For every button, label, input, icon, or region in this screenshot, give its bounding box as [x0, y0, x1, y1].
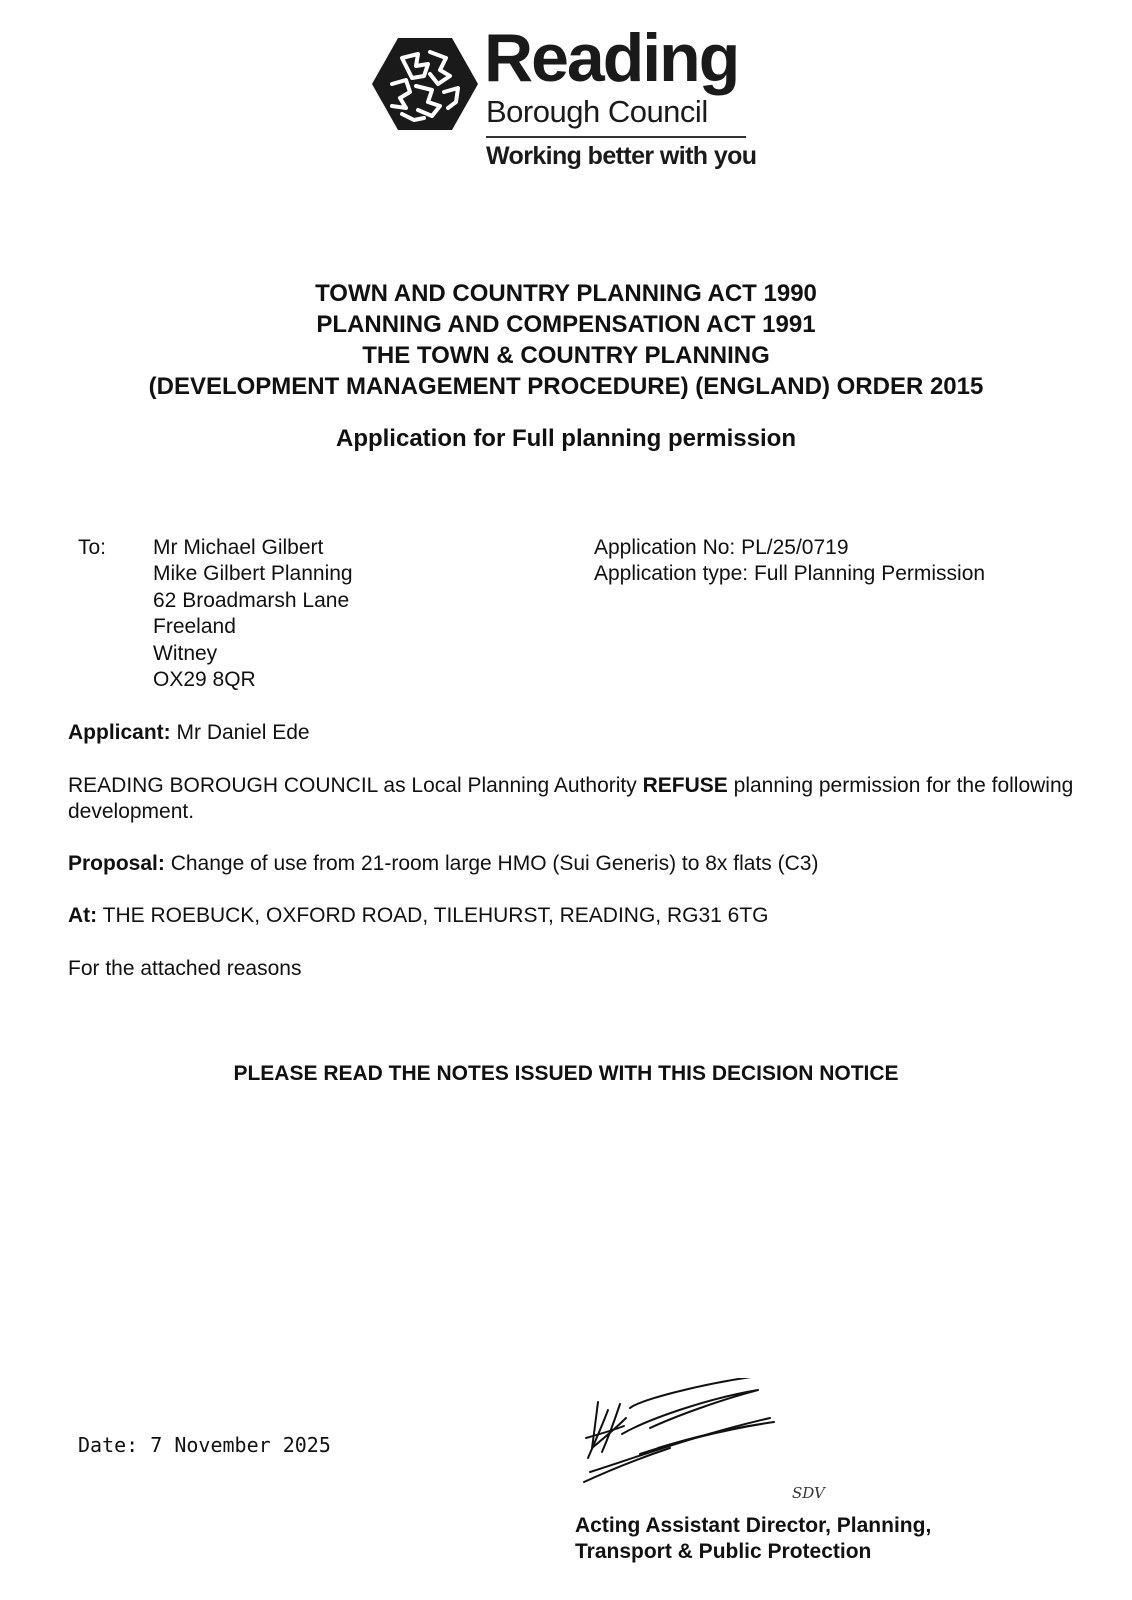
applicant-name: Mr Daniel Ede — [176, 721, 310, 744]
decision-verdict: REFUSE — [642, 774, 728, 797]
signatory-line: Acting Assistant Director, Planning, — [575, 1514, 932, 1537]
address-line: OX29 8QR — [153, 668, 256, 692]
application-number: PL/25/0719 — [741, 536, 849, 559]
application-type-line — [594, 561, 985, 587]
site-label: At: — [68, 904, 98, 927]
address-line: Freeland — [153, 615, 236, 639]
date-label: Date: — [78, 1433, 139, 1457]
proposal-text: Change of use from 21-room large HMO (Sui Generis) to 8x flats (C3) — [170, 852, 819, 875]
reasons-line: For the attached reasons — [68, 957, 302, 980]
logo-subtitle: Borough Council — [486, 94, 708, 129]
site-address: THE ROEBUCK, OXFORD ROAD, TILEHURST, READING, RG31 6TG — [102, 904, 769, 927]
recipient-address — [153, 535, 353, 693]
proposal-line — [68, 851, 1078, 877]
decision-suffix: planning permission for the following development. — [68, 774, 1074, 823]
council-logo — [372, 20, 772, 180]
application-title: Application for Full planning permission — [335, 425, 796, 452]
address-line: Mr Michael Gilbert — [153, 536, 324, 559]
signatory-line: Transport & Public Protection — [575, 1540, 872, 1563]
puzzle-hexagon-logo-icon — [372, 36, 478, 132]
applicant-line — [68, 720, 1078, 746]
application-type: Full Planning Permission — [753, 562, 986, 586]
site-line — [68, 903, 1078, 929]
decision-statement — [68, 773, 1078, 825]
legislation-heading — [0, 278, 1132, 402]
act-line: (DEVELOPMENT MANAGEMENT PROCEDURE) (ENGLAND) ORDER 2015 — [148, 373, 984, 400]
address-line: 62 Broadmarsh Lane — [153, 588, 350, 612]
logo-name: Reading — [484, 20, 739, 96]
signatory-title — [575, 1513, 931, 1565]
application-number-line — [594, 535, 985, 561]
date-value: 7 November 2025 — [150, 1433, 331, 1457]
handwritten-signature — [580, 1378, 790, 1490]
address-line: Witney — [153, 641, 218, 665]
applicant-label: Applicant: — [68, 721, 171, 744]
logo-tagline: Working better with you — [486, 142, 757, 170]
decision-prefix: READING BOROUGH COUNCIL as Local Planning Authority — [68, 774, 637, 797]
application-number-label: Application No: — [594, 536, 736, 559]
act-line: PLANNING AND COMPENSATION ACT 1991 — [316, 311, 816, 338]
recipient-label: To: — [78, 536, 107, 559]
application-type-label: Application type: — [594, 562, 749, 586]
address-line: Mike Gilbert Planning — [153, 562, 353, 586]
act-line: TOWN AND COUNTRY PLANNING ACT 1990 — [315, 280, 817, 307]
proposal-label: Proposal: — [68, 852, 165, 875]
signature-initials: SDV — [792, 1484, 825, 1502]
notice-heading: PLEASE READ THE NOTES ISSUED WITH THIS DECISION NOTICE — [233, 1062, 899, 1085]
logo-divider — [486, 136, 746, 138]
application-info — [594, 535, 985, 588]
act-line: THE TOWN & COUNTRY PLANNING — [362, 342, 770, 369]
decision-date — [78, 1432, 331, 1458]
